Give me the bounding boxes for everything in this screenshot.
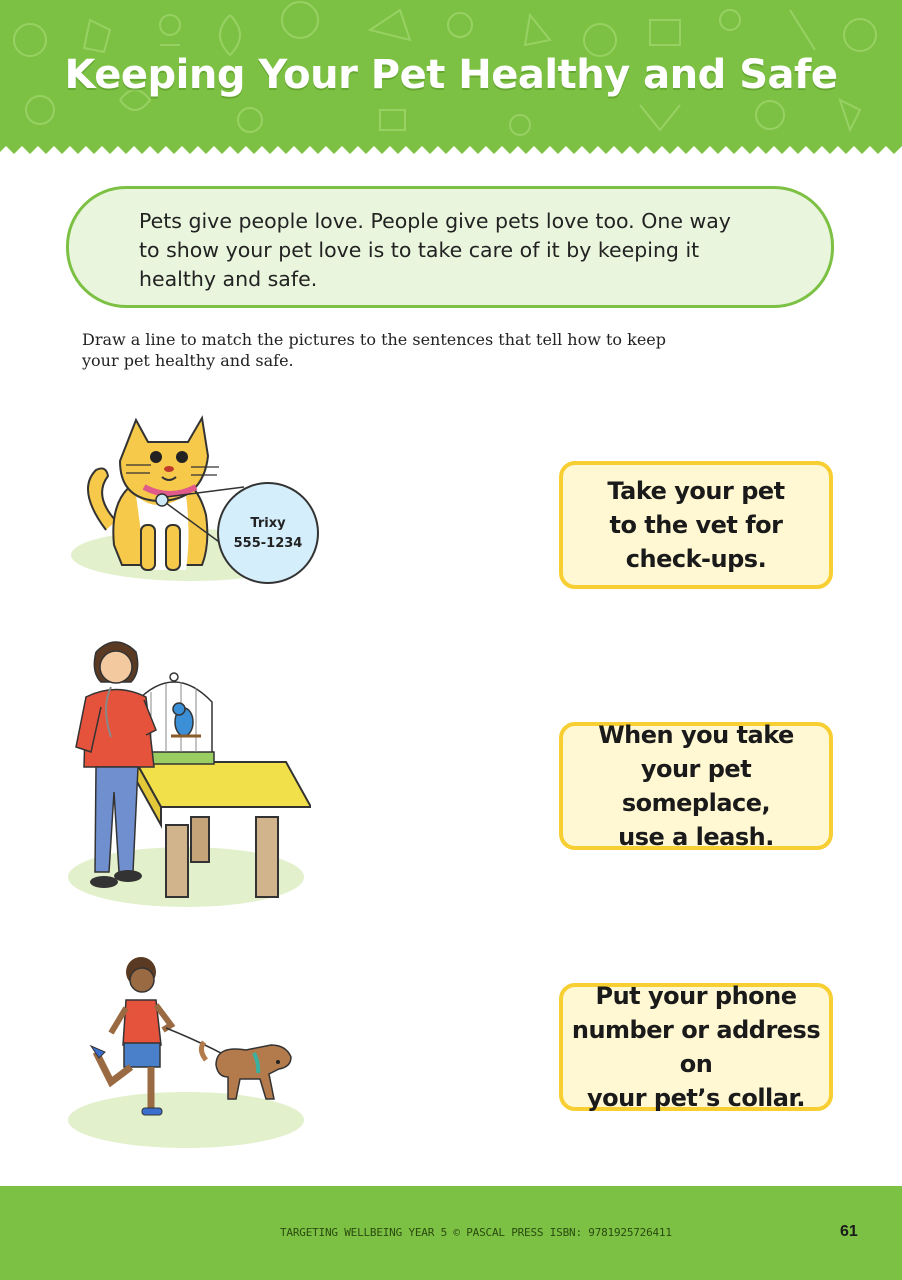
page-number: 61 [840,1223,858,1240]
card-line: to the vet for [609,511,783,539]
cat-picture[interactable] [66,405,356,590]
intro-line: healthy and safe. [139,267,318,291]
intro-box [66,186,834,308]
match-card-collar[interactable] [559,983,833,1111]
page-header [0,0,902,160]
match-card-vet[interactable] [559,461,833,589]
match-card-leash[interactable] [559,722,833,850]
card-line: number or address on [571,1016,821,1078]
tag-name: Trixy [250,516,286,531]
card-line: your pet someplace, [621,755,771,817]
vet-with-bird-cage-icon [66,632,311,914]
card-line: When you take [598,721,794,749]
page-footer [0,1186,902,1280]
card-line: check-ups. [625,545,767,573]
card-line: your pet’s collar. [587,1084,805,1112]
card-line: Take your pet [607,477,785,505]
vet-picture[interactable] [66,632,311,914]
match-card-text [607,474,784,576]
tag-number: 555-1234 [233,536,303,551]
intro-line: to show your pet love is to take care of it by keeping it [139,238,700,262]
match-card-text [563,718,829,854]
intro-text [139,207,779,294]
dog-walk-picture[interactable] [66,950,311,1155]
boy-walking-dog-on-leash-icon [66,950,311,1155]
card-line: use a leash. [618,823,774,851]
intro-line: Pets give people love. People give pets love too. One way [139,209,731,233]
instruction-line: your pet healthy and safe. [82,351,294,370]
page-title: Keeping Your Pet Healthy and Safe [64,52,838,98]
match-card-text [563,979,829,1115]
instruction-line: Draw a line to match the pictures to the sentences that tell how to keep [82,330,667,349]
cat-with-collar-tag-icon [66,405,356,590]
instruction-text [82,329,722,371]
card-line: Put your phone [595,982,797,1010]
footer-credit: TARGETING WELLBEING YEAR 5 © PASCAL PRESS ISBN: 9781925726411 [280,1226,672,1239]
